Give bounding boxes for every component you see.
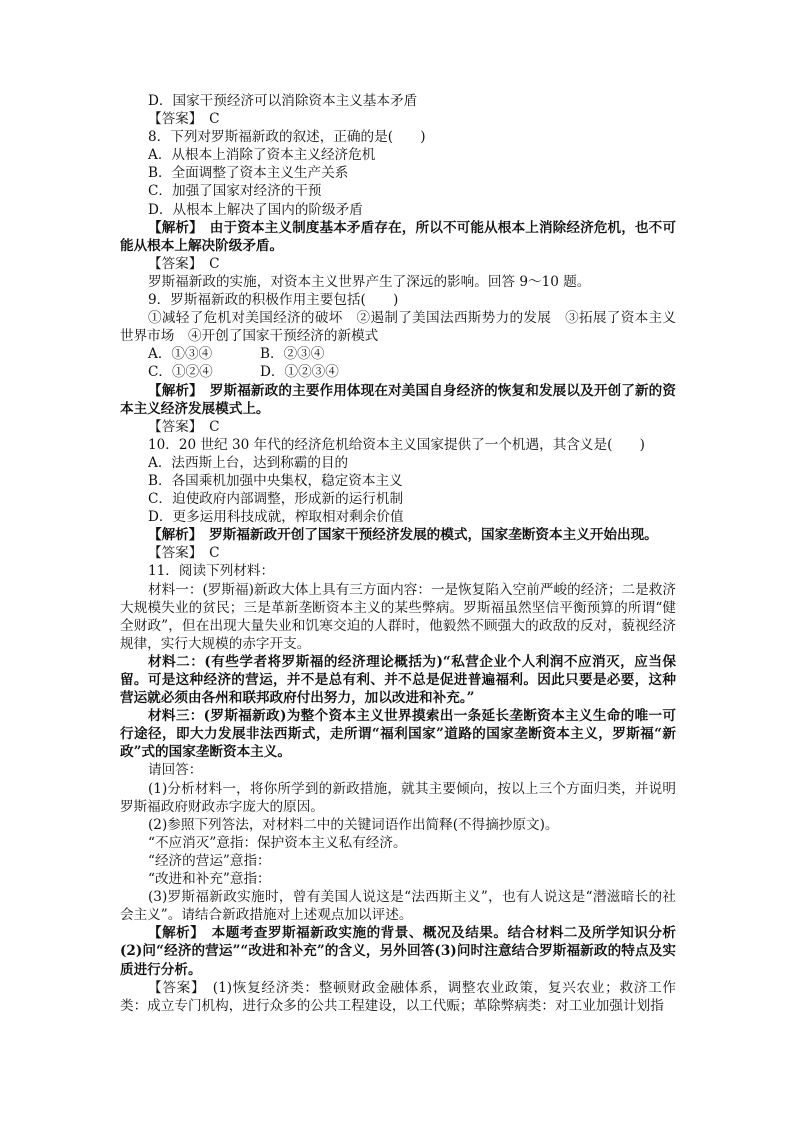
q9-analysis: 【解析】 罗斯福新政的主要作用体现在对美国自身经济的恢复和发展以及开创了新的资本主义经济发展模式上。	[120, 382, 676, 417]
q9-options-ab	[120, 345, 676, 363]
q9-stem: 9．罗斯福新政的积极作用主要包括( )	[148, 292, 399, 309]
q10-option-b: B．各国乘机加强中央集权，稳定资本主义	[148, 472, 403, 489]
material-three: 材料三：(罗斯福新政)为整个资本主义世界摸索出一条延长垄断资本主义生命的唯一可行途径，即大力发展非法西斯式，走所谓“福利国家”道路的国家垄断资本主义，罗斯福“新政”式的国家垄断资本主义。	[120, 708, 676, 761]
q11-sub3: (3)罗斯福新政实施时，曾有美国人说这是“法西斯主义”，也有人说这是“潜滋暗长的社会主义”。请结合新政措施对上述观点加以评述。	[120, 889, 676, 924]
q11-sub2-blank-1: “经济的营运”意指：	[148, 852, 271, 869]
q9-10-intro: 罗斯福新政的实施，对资本主义世界产生了深远的影响。回答 9～10 题。	[148, 273, 591, 290]
q9-option-b: B．②③④	[260, 346, 325, 363]
q9-option-a: A．①③④	[148, 346, 213, 363]
q10-option-c: C．迫使政府内部调整，形成新的运行机制	[148, 491, 404, 508]
q9-options-cd	[120, 363, 676, 381]
q8-analysis: 【解析】 由于资本主义制度基本矛盾存在，所以不可能从根本上消除经济危机，也不可能从根本上解决阶级矛盾。	[120, 219, 676, 254]
q8-answer: 【答案】 C	[148, 255, 220, 272]
q11-analysis: 【解析】 本题考查罗斯福新政实施的背景、概况及结果。结合材料二及所学知识分析(2)问“经济的营运”“改进和补充”的含义，另外回答(3)问时注意结合罗斯福新政的特点及实质进行分析。	[120, 925, 676, 978]
q10-option-d: D．更多运用科技成就，榨取相对剩余价值	[148, 509, 404, 526]
q10-stem: 10．20 世纪 30 年代的经济危机给资本主义国家提供了一个机遇，其含义是( )	[148, 436, 645, 453]
q11-sub2: (2)参照下列答法，对材料二中的关键词语作出简释(不得摘抄原文)。	[148, 816, 559, 833]
q8-option-d: D．从根本上解决了国内的阶级矛盾	[148, 201, 363, 218]
q9-statements: ①减轻了危机对美国经济的破坏 ②遏制了美国法西斯势力的发展 ③拓展了资本主义世界市场 ④开创了国家干预经济的新模式	[120, 310, 676, 345]
q11-sub1: (1)分析材料一，将你所学到的新政措施，就其主要倾向，按以上三个方面归类，并说明罗斯福政府财政赤字庞大的原因。	[120, 780, 676, 815]
q10-answer: 【答案】 C	[148, 545, 220, 562]
q9-option-d: D．①②③④	[260, 364, 339, 381]
document-page	[120, 92, 676, 1015]
q11-answer: 【答案】 (1)恢复经济类：整顿财政金融体系，调整农业政策，复兴农业；救济工作类：成立专门机构，进行众多的公共工程建设，以工代赈；革除弊病类：对工业加强计划指	[120, 979, 676, 1014]
material-two: 材料二：(有些学者将罗斯福的经济理论概括为)“私营企业个人利润不应消灭，应当保留。可是这种经济的营运，并不是总有利、并不总是促进普遍福利。因此只要是必要，这种营运就必须由各州和联邦政府付出努力，加以改进和补充。”	[120, 653, 676, 707]
please-answer-label: 请回答：	[148, 762, 203, 779]
q10-option-a: A．法西斯上台，达到称霸的目的	[148, 454, 349, 471]
q9-answer: 【答案】 C	[148, 418, 220, 435]
q8-option-c: C．加强了国家对经济的干预	[148, 183, 322, 200]
q9-option-c: C．①②④	[148, 364, 213, 381]
q11-stem: 11．阅读下列材料：	[148, 563, 275, 580]
q8-option-b: B．全面调整了资本主义生产关系	[148, 165, 349, 182]
q8-stem: 8．下列对罗斯福新政的叙述，正确的是( )	[148, 129, 426, 146]
q11-sub2-example: “不应消灭”意指：保护资本主义私有经济。	[148, 834, 407, 851]
q10-analysis: 【解析】 罗斯福新政开创了国家干预经济发展的模式，国家垄断资本主义开始出现。	[148, 527, 658, 544]
q8-option-a: A．从根本上消除了资本主义经济危机	[148, 147, 376, 164]
material-one: 材料一：(罗斯福)新政大体上具有三方面内容：一是恢复陷入空前严峻的经济；二是救济大规模失业的贫民；三是革新垄断资本主义的某些弊病。罗斯福虽然坚信平衡预算的所谓“健全财政”，但在出现大量失业和饥寒交迫的人群时，他毅然不顾强大的政敌的反对，藐视经济规律，实行大规模的赤字开支。	[120, 581, 676, 652]
q7-answer: 【答案】 C	[148, 111, 220, 128]
q11-sub2-blank-2: “改进和补充”意指：	[148, 871, 271, 888]
q7-option-d: D．国家干预经济可以消除资本主义基本矛盾	[148, 93, 418, 109]
